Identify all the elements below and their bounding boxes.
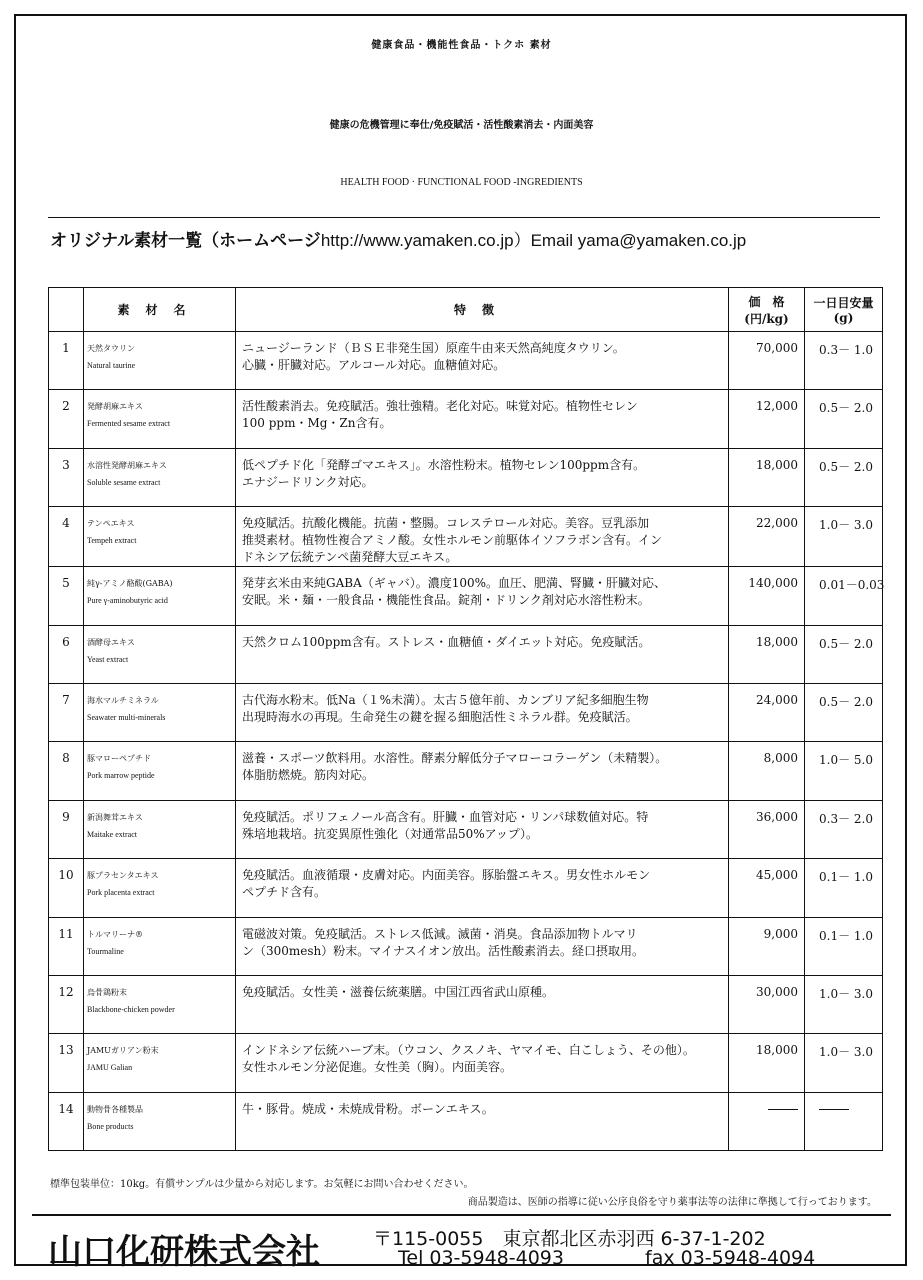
table-row — [49, 507, 883, 567]
row-number: 9 — [49, 800, 84, 858]
price-cell: 8,000 — [729, 742, 805, 800]
table-row — [49, 975, 883, 1033]
ingredient-name — [84, 625, 236, 683]
feature-line: 低ペプチド化「発酵ゴマエキス」。水溶性粉末。植物セレン100ppm含有。 — [242, 457, 646, 472]
dose-cell: 0.1－ 1.0 — [805, 859, 883, 917]
feature-line: 発芽玄米由来純GABA（ギャバ）。濃度100%。血圧、肥満、腎臓・肝臓対応、 — [242, 576, 667, 591]
price-cell — [729, 1092, 805, 1150]
table-row — [49, 683, 883, 741]
price-cell: 36,000 — [729, 800, 805, 858]
feature-cell — [236, 507, 729, 567]
dose-cell: 1.0－ 3.0 — [805, 507, 883, 567]
ingredient-name-ja: 豚マローペプチド — [87, 754, 151, 764]
row-number: 5 — [49, 567, 84, 625]
feature-line: ドネシア伝統テンペ菌発酵大豆エキス。 — [242, 550, 458, 565]
ingredient-name-ja: テンペエキス — [87, 519, 135, 529]
feature-line: ペプチド含有。 — [242, 885, 327, 900]
dose-cell: 1.0－ 3.0 — [805, 975, 883, 1033]
ingredient-name-ja: 天然タウリン — [87, 344, 135, 353]
feature-line: 免疫賦活。ポリフェノール高含有。肝臓・血管対応・リンパ球数値対応。特 — [242, 809, 649, 824]
ingredient-name-en: Tempeh extract — [87, 536, 137, 546]
ingredient-name-ja: トルマリーナ® — [87, 929, 143, 939]
feature-cell — [236, 448, 729, 506]
dose-cell: 0.5－ 2.0 — [805, 390, 883, 448]
compliance-note: 商品製造は、医師の指導に従い公序良俗を守り薬事法等の法律に準拠して行っております。 — [467, 1197, 877, 1208]
feature-line: 活性酸素消去。免疫賦活。強壮強精。老化対応。味覚対応。植物性セレン — [242, 399, 638, 414]
company-name: 山口化研株式会社 — [48, 1232, 320, 1272]
page-title: 健康食品・機能性食品・トクホ 素材 — [371, 40, 552, 51]
ingredient-name-ja: 発酵胡麻エキス — [87, 402, 143, 412]
ingredient-name — [84, 800, 236, 858]
feature-line: 牛・豚骨。焼成・未焼成骨粉。ボーンエキス。 — [242, 1101, 494, 1116]
contact-label: オリジナル素材一覧（ホームページ — [50, 231, 321, 251]
ingredient-name-ja: 水溶性発酵胡麻エキス — [87, 460, 167, 470]
row-number: 1 — [49, 332, 84, 390]
dose-cell: 0.01－0.03 — [805, 567, 883, 625]
row-number: 12 — [49, 975, 84, 1033]
dose-cell: 0.5－ 2.0 — [805, 625, 883, 683]
table-row — [49, 800, 883, 858]
ingredient-name-en: Natural taurine — [87, 361, 136, 370]
ingredient-name — [84, 683, 236, 741]
feature-cell — [236, 742, 729, 800]
price-cell: 18,000 — [729, 1034, 805, 1092]
empty-dash — [819, 1109, 849, 1110]
ingredient-name — [84, 917, 236, 975]
ingredient-name-en: Pure γ-aminobutyric acid — [87, 596, 168, 606]
feature-line: 免疫賦活。女性美・滋養伝統薬膳。中国江西省武山原種。 — [242, 984, 555, 999]
ingredient-name-ja: 海水マルチミネラル — [87, 695, 159, 705]
price-cell: 24,000 — [729, 683, 805, 741]
table-row — [49, 1092, 883, 1150]
ingredient-name-en: Bone products — [87, 1121, 134, 1131]
feature-line: 免疫賦活。血液循環・皮膚対応。内面美容。豚胎盤エキス。男女性ホルモン — [242, 868, 651, 883]
ingredient-name-en: Maitake extract — [87, 829, 137, 839]
dose-cell: 0.1－ 1.0 — [805, 917, 883, 975]
table-row — [49, 742, 883, 800]
price-cell: 18,000 — [729, 625, 805, 683]
empty-dash — [768, 1109, 798, 1110]
feature-line: 体脂肪燃焼。筋肉対応。 — [242, 768, 375, 783]
price-cell: 70,000 — [729, 332, 805, 390]
feature-line: 女性ホルモン分泌促進。女性美（胸）。内面美容。 — [242, 1060, 513, 1075]
ingredient-name-ja: JAMUガリアン粉末 — [87, 1046, 159, 1056]
feature-cell — [236, 859, 729, 917]
dose-cell: 0.3－ 1.0 — [805, 332, 883, 390]
footer-divider — [32, 1214, 891, 1216]
ingredient-name — [84, 448, 236, 506]
feature-line: 滋養・スポーツ飲料用。水溶性。酵素分解低分子マローコラーゲン（未精製）。 — [242, 751, 668, 766]
ingredient-name-ja: 新潟舞茸エキス — [87, 812, 143, 822]
table-row — [49, 917, 883, 975]
packaging-note: 標準包装単位：10kg。有償サンプルは少量から対応します。お気軽にお問い合わせください。 — [50, 1179, 474, 1190]
feature-cell — [236, 1092, 729, 1150]
feature-cell — [236, 683, 729, 741]
price-cell: 18,000 — [729, 448, 805, 506]
dose-cell: 1.0－ 3.0 — [805, 1034, 883, 1092]
price-cell: 140,000 — [729, 567, 805, 625]
ingredient-name — [84, 390, 236, 448]
row-number: 7 — [49, 683, 84, 741]
row-number: 6 — [49, 625, 84, 683]
ingredient-name — [84, 507, 236, 567]
page-subtitle: 健康の危機管理に奉仕/免疫賦活・活性酸素消去・内面美容 — [329, 120, 594, 131]
feature-line: 電磁波対策。免疫賦活。ストレス低減。滅菌・消臭。食品添加物トルマリ — [242, 926, 638, 941]
table-row — [49, 390, 883, 448]
price-cell: 45,000 — [729, 859, 805, 917]
ingredient-name-ja: 豚プラセンタエキス — [87, 871, 159, 881]
feature-line: 100 ppm・Mg・Zn含有。 — [242, 416, 392, 431]
ingredient-name — [84, 1092, 236, 1150]
company-fax: fax 03-5948-4094 — [645, 1247, 816, 1269]
ingredient-name-en: Blackbone-chicken powder — [87, 1004, 175, 1014]
feature-cell — [236, 567, 729, 625]
ingredient-name-en: Yeast extract — [87, 654, 129, 664]
dose-cell: 1.0－ 5.0 — [805, 742, 883, 800]
ingredient-name — [84, 742, 236, 800]
header-price: 価 格 (円/kg) — [729, 288, 805, 332]
ingredient-name-ja: 烏骨鶏粉末 — [87, 987, 127, 997]
table-row — [49, 859, 883, 917]
feature-cell — [236, 390, 729, 448]
price-cell: 30,000 — [729, 975, 805, 1033]
ingredient-name-en: JAMU Galian — [87, 1063, 133, 1073]
ingredient-name-en: Soluble sesame extract — [87, 477, 161, 487]
contact-urls[interactable]: http://www.yamaken.co.jp）Email yama@yamaken.co.jp — [320, 231, 747, 250]
ingredient-name — [84, 567, 236, 625]
row-number: 10 — [49, 859, 84, 917]
dose-cell: 0.5－ 2.0 — [805, 683, 883, 741]
row-number: 2 — [49, 390, 84, 448]
header-no — [49, 288, 84, 332]
row-number: 14 — [49, 1092, 84, 1150]
price-cell: 12,000 — [729, 390, 805, 448]
table-row — [49, 1034, 883, 1092]
ingredient-name — [84, 859, 236, 917]
feature-line: 推奨素材。植物性複合アミノ酸。女性ホルモン前駆体イソフラボン含有。イン — [242, 533, 663, 548]
feature-cell — [236, 975, 729, 1033]
english-title: HEALTH FOOD · FUNCTIONAL FOOD -INGREDIENTS — [340, 177, 583, 188]
dose-cell: 0.3－ 2.0 — [805, 800, 883, 858]
feature-cell — [236, 800, 729, 858]
price-cell: 22,000 — [729, 507, 805, 567]
header-name: 素材名 — [84, 288, 236, 332]
row-number: 11 — [49, 917, 84, 975]
table-row — [49, 448, 883, 506]
feature-line: ニュージーランド（ＢＳＥ非発生国）原産牛由来天然高純度タウリン。 — [242, 341, 625, 355]
feature-line: 殊培地栽培。抗変異原性強化（対通常品50%アップ）。 — [242, 826, 538, 841]
header-divider — [48, 217, 880, 218]
row-number: 8 — [49, 742, 84, 800]
ingredient-name-en: Fermented sesame extract — [87, 419, 171, 429]
feature-cell — [236, 332, 729, 390]
ingredient-name-en: Pork placenta extract — [87, 888, 155, 898]
table-row — [49, 625, 883, 683]
table-row — [49, 332, 883, 390]
feature-line: 免疫賦活。抗酸化機能。抗菌・整腸。コレステロール対応。美容。豆乳添加 — [242, 516, 650, 531]
ingredient-name-ja: 酒酵母エキス — [87, 637, 135, 647]
ingredient-name-en: Tourmaline — [87, 946, 124, 956]
feature-line: ン（300mesh）粉末。マイナスイオン放出。活性酸素消去。経口摂取用。 — [242, 943, 644, 958]
ingredient-name — [84, 1034, 236, 1092]
feature-cell — [236, 625, 729, 683]
ingredients-table — [48, 287, 883, 1151]
feature-line: 心臓・肝臓対応。アルコール対応。血糖値対応。 — [242, 358, 506, 372]
ingredient-name — [84, 975, 236, 1033]
row-number: 13 — [49, 1034, 84, 1092]
dose-cell — [805, 1092, 883, 1150]
price-cell: 9,000 — [729, 917, 805, 975]
row-number: 3 — [49, 448, 84, 506]
feature-line: 古代海水粉末。低Na（１%未満）。太古５億年前、カンブリア紀多細胞生物 — [242, 692, 649, 707]
ingredient-name-ja: 動物骨各種製品 — [87, 1104, 143, 1114]
ingredient-name-ja: 純γ-アミノ酪酸(GABA) — [87, 579, 173, 589]
feature-line: インドネシア伝統ハーブ末。（ウコン、クスノキ、ヤマイモ、白こしょう、その他）。 — [242, 1043, 695, 1058]
feature-cell — [236, 917, 729, 975]
feature-line: 安眠。米・麺・一般食品・機能性食品。錠剤・ドリンク剤対応水溶性粉末。 — [242, 593, 650, 608]
feature-line: 出現時海水の再現。生命発生の鍵を握る細胞活性ミネラル群。免疫賦活。 — [242, 709, 638, 724]
table-row — [49, 567, 883, 625]
company-address: 〒115-0055 東京都北区赤羽西 6-37-1-202 — [373, 1228, 766, 1250]
feature-line: エナジードリンク対応。 — [242, 474, 374, 489]
header-feature: 特徴 — [236, 288, 729, 332]
ingredient-name-en: Pork marrow peptide — [87, 771, 155, 781]
table-header-row — [49, 288, 883, 332]
row-number: 4 — [49, 507, 84, 567]
dose-cell: 0.5－ 2.0 — [805, 448, 883, 506]
feature-line: 天然クロム100ppm含有。ストレス・血糖値・ダイエット対応。免疫賦活。 — [242, 634, 651, 649]
feature-cell — [236, 1034, 729, 1092]
header-dose: 一日目安量 (g) — [805, 288, 883, 332]
ingredient-name-en: Seawater multi-minerals — [87, 712, 166, 722]
company-tel: Tel 03-5948-4093 — [398, 1247, 564, 1269]
contact-line — [50, 226, 746, 251]
ingredient-name — [84, 332, 236, 390]
